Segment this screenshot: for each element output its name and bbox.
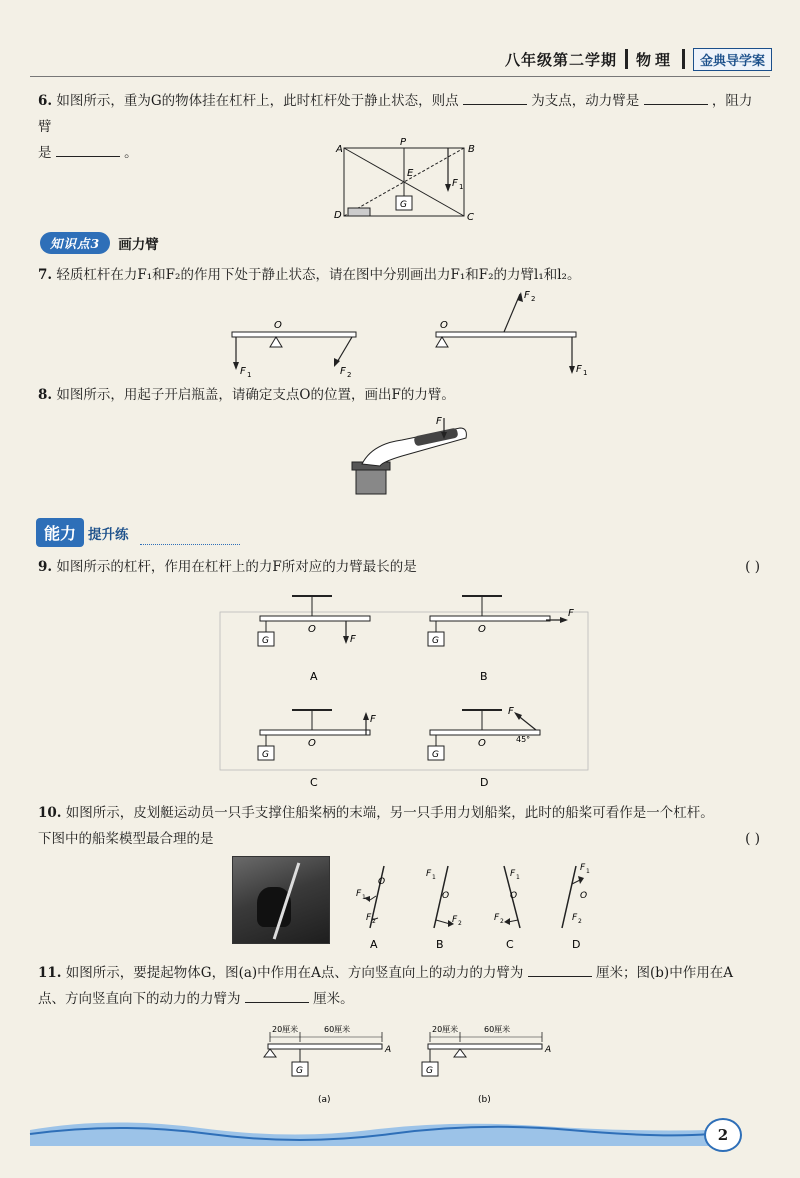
ability-tag: 能力 <box>36 518 84 547</box>
option-d-figure <box>428 706 540 789</box>
ability-section <box>36 518 129 547</box>
question-text: 轻质杠杆在力F₁和F₂的作用下处于静止状态，请在图中分别画出力F₁和F₂的力臂l₁和l₂。 <box>56 267 581 283</box>
question-number: 11. <box>38 965 62 981</box>
force-label: F <box>494 913 500 923</box>
point-label: C <box>467 212 474 223</box>
question-8 <box>38 382 760 408</box>
knowledge-section-3 <box>40 232 159 254</box>
weight-label: G <box>432 636 439 646</box>
weight-label: G <box>400 200 407 210</box>
force-label: F <box>576 364 582 375</box>
force-label: F <box>452 178 458 189</box>
question-9 <box>38 554 760 580</box>
ability-subtitle: 提升练 <box>88 526 129 543</box>
page-header <box>505 44 772 74</box>
option-label: C <box>310 776 318 789</box>
weight-label: G <box>432 750 439 760</box>
option-label: A <box>310 670 318 683</box>
header-separator <box>682 49 685 69</box>
question-number: 8. <box>38 387 53 403</box>
question-text: 如图所示，皮划艇运动员一只手支撑住船桨柄的末端，另一只手用力划船桨，此时的船桨可看作是一个杠杆。 <box>65 805 714 821</box>
pivot-label: O <box>478 624 486 635</box>
point-label: A <box>336 144 343 155</box>
force-label: F <box>572 913 578 923</box>
force-subscript: 2 <box>531 295 536 303</box>
force-label: F <box>370 714 376 725</box>
option-a-paddle <box>356 866 385 951</box>
distance-label: 60厘米 <box>484 1025 511 1034</box>
force-subscript: 2 <box>372 918 376 925</box>
point-label: A <box>385 1045 392 1055</box>
force-label: F <box>240 366 246 377</box>
option-a-figure <box>258 596 370 683</box>
question-text: 如图所示，要提起物体G，图(a)中作用在A点、方向竖直向上的动力的力臂为 <box>65 965 524 981</box>
question-7 <box>38 262 760 288</box>
answer-blank[interactable] <box>56 140 120 157</box>
force-label: F <box>350 634 356 645</box>
answer-paren[interactable]: ( ) <box>745 559 760 575</box>
section-title: 画力臂 <box>118 237 159 253</box>
weight-label: G <box>426 1066 433 1076</box>
option-c-paddle <box>494 866 520 951</box>
footer-wave-decoration <box>30 1112 710 1146</box>
question-text: 点、方向竖直向下的动力的力臂为 <box>38 991 241 1007</box>
force-subscript: 1 <box>247 371 252 379</box>
question-text: 下图中的船桨模型最合理的是 <box>38 831 214 847</box>
option-d-paddle <box>562 863 590 951</box>
angle-label: 45° <box>516 735 531 744</box>
kayak-photo <box>232 856 330 944</box>
option-b-figure <box>428 596 574 683</box>
force-subscript: 2 <box>500 918 504 925</box>
answer-blank[interactable] <box>245 986 309 1003</box>
question-text: 厘米。 <box>313 991 354 1007</box>
force-subscript: 2 <box>578 918 582 925</box>
answer-blank[interactable] <box>644 88 708 105</box>
pivot-label: O <box>442 891 450 901</box>
answer-blank[interactable] <box>528 960 592 977</box>
question-text: 如图所示，重为G的物体挂在杠杆上，此时杠杆处于静止状态，则点 <box>56 93 459 109</box>
question-number: 9. <box>38 559 53 575</box>
question-10 <box>38 800 760 852</box>
force-subscript: 1 <box>586 868 590 875</box>
weight-label: G <box>262 750 269 760</box>
force-subscript: 1 <box>432 874 436 881</box>
force-label: F <box>436 416 442 427</box>
pivot-label: O <box>478 738 486 749</box>
lever-figures-q11 <box>258 1022 568 1110</box>
distance-label: 20厘米 <box>432 1025 459 1034</box>
force-subscript: 1 <box>362 894 366 901</box>
lever-figures-q7 <box>224 288 588 380</box>
page-number: 2 <box>704 1118 742 1152</box>
force-label: F <box>568 608 574 619</box>
answer-blank[interactable] <box>463 88 527 105</box>
figure-b <box>422 1024 551 1105</box>
point-label: B <box>468 144 475 155</box>
force-subscript: 1 <box>516 874 520 881</box>
force-label: F <box>356 889 362 899</box>
section-underline <box>140 544 240 545</box>
option-label: C <box>506 938 514 951</box>
question-text: 为支点，动力臂是 <box>531 93 640 109</box>
question-text: 如图所示的杠杆，作用在杠杆上的力F所对应的力臂最长的是 <box>56 559 417 575</box>
question-text: 。 <box>124 145 138 161</box>
lever-figure-q6 <box>330 138 480 234</box>
force-subscript: 2 <box>347 371 352 379</box>
force-label: F <box>508 706 514 717</box>
section-tag: 知识点3 <box>40 232 110 254</box>
option-label: B <box>480 670 488 683</box>
option-label: A <box>370 938 378 951</box>
pivot-label: O <box>510 891 518 901</box>
pivot-label: O <box>308 738 316 749</box>
distance-label: 60厘米 <box>324 1025 351 1034</box>
lever-options-q9 <box>216 590 592 796</box>
pivot-label: O <box>378 877 386 887</box>
figure-caption: (b) <box>478 1095 491 1105</box>
question-text: 厘米；图(b)中作用在A <box>596 965 733 981</box>
distance-label: 20厘米 <box>272 1025 299 1034</box>
force-subscript: 1 <box>583 369 588 377</box>
force-subscript: 1 <box>459 183 464 191</box>
pivot-label: O <box>440 320 448 331</box>
pivot-label: O <box>580 891 588 901</box>
weight-label: G <box>296 1066 303 1076</box>
force-label: F <box>580 863 586 873</box>
subject-label: 物理 <box>635 50 674 69</box>
weight-label: G <box>262 636 269 646</box>
question-number: 6. <box>38 93 53 109</box>
force-label: F <box>452 915 458 925</box>
answer-paren[interactable]: ( ) <box>745 831 760 847</box>
question-number: 7. <box>38 267 53 283</box>
option-label: D <box>572 938 581 951</box>
question-text: 如图所示，用起子开启瓶盖，请确定支点O的位置，画出F的力臂。 <box>56 387 455 403</box>
force-label: F <box>524 290 530 301</box>
pivot-label: O <box>274 320 282 331</box>
force-label: F <box>340 366 346 377</box>
bottle-opener-figure <box>342 414 472 500</box>
header-divider <box>30 76 770 77</box>
question-number: 10. <box>38 805 62 821</box>
force-label: F <box>366 913 372 923</box>
option-b-paddle <box>426 866 462 951</box>
option-c-figure <box>258 710 376 789</box>
series-badge: 金典导学案 <box>693 48 772 71</box>
option-label: B <box>436 938 444 951</box>
force-label: F <box>510 869 516 879</box>
grade-label: 八年级第二学期 <box>504 50 617 69</box>
point-label: P <box>400 137 407 148</box>
force-subscript: 2 <box>458 920 462 927</box>
force-label: F <box>426 869 432 879</box>
point-label: A <box>545 1045 552 1055</box>
figure-caption: (a) <box>318 1095 331 1105</box>
question-text: 是 <box>38 145 52 161</box>
point-label: D <box>334 210 342 221</box>
paddle-options-q10 <box>340 856 600 952</box>
figure-a <box>264 1024 391 1105</box>
header-separator <box>625 49 628 69</box>
question-text: ，阻力臂 <box>38 93 753 135</box>
point-label: E <box>407 168 414 179</box>
option-label: D <box>480 776 489 789</box>
pivot-label: O <box>308 624 316 635</box>
question-11 <box>38 960 760 1012</box>
